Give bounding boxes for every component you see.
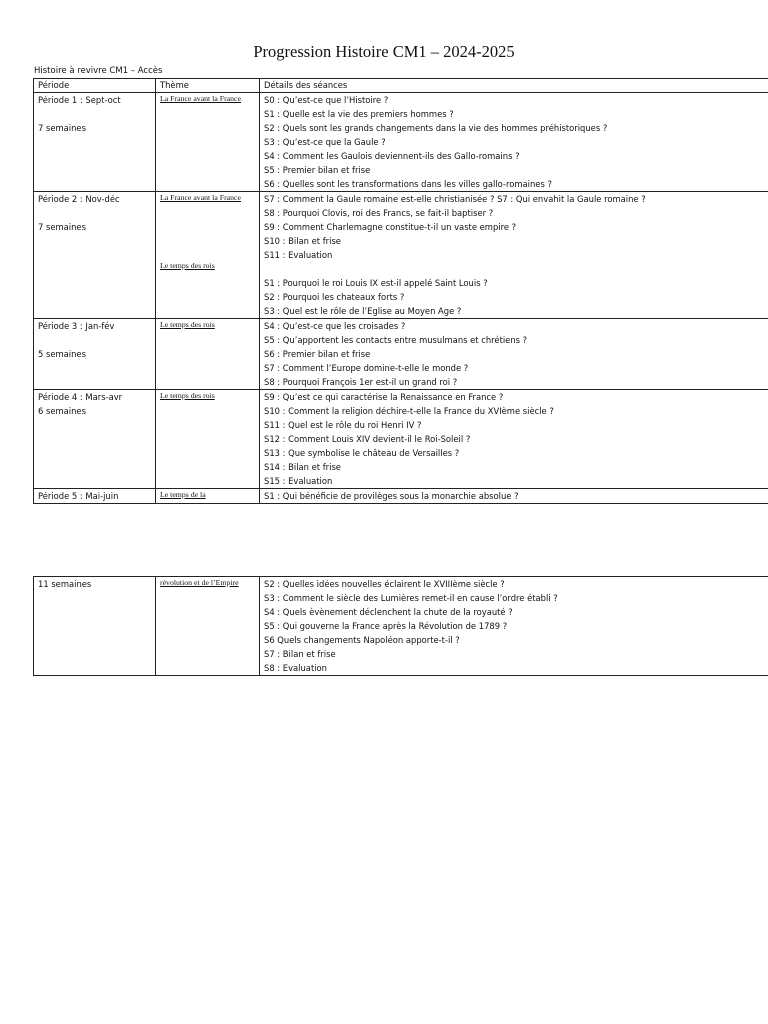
header-details: Détails des séances <box>260 79 768 93</box>
table-row-periode-5 <box>34 489 768 504</box>
progression-table <box>33 78 768 504</box>
session-line: S10 : Comment la religion déchire-t-elle la France du XVIème siècle ? <box>264 406 554 416</box>
session-line: S3 : Comment le siècle des Lumières remet-il en cause l’ordre établi ? <box>264 593 558 603</box>
table-row-periode-4 <box>34 390 768 489</box>
session-line: S2 : Quels sont les grands changements dans la vie des hommes préhistoriques ? <box>264 123 608 133</box>
session-line: S3 : Quel est le rôle de l’Eglise au Moyen Age ? <box>264 306 462 316</box>
session-line: S8 : Pourquoi Clovis, roi des Francs, se fait-il baptiser ? <box>264 208 494 218</box>
periode-label: Période 4 : Mars-avr <box>38 392 123 402</box>
theme-label: Le temps des rois <box>156 319 260 390</box>
session-line: S4 : Comment les Gaulois deviennent-ils des Gallo-romains ? <box>264 151 520 161</box>
duree-label: 6 semaines <box>38 406 86 416</box>
periode-label: Période 5 : Mai-juin <box>34 489 156 504</box>
periode-label: Période 3 : Jan-fév <box>38 321 115 331</box>
header-theme: Thème <box>156 79 260 93</box>
session-line: S1 : Qui bénéficie de provilèges sous la monarchie absolue ? <box>264 491 519 501</box>
periode-label: Période 1 : Sept-oct <box>38 95 121 105</box>
session-line: S11 : Evaluation <box>264 250 333 260</box>
session-line: S8 : Pourquoi François 1er est-il un grand roi ? <box>264 377 458 387</box>
session-line: S6 : Premier bilan et frise <box>264 349 371 359</box>
theme-label-2: Le temps des rois <box>160 261 215 270</box>
theme-label: La France avant la France <box>160 193 241 202</box>
theme-label: La France avant la France <box>156 93 260 192</box>
header-periode: Période <box>34 79 156 93</box>
session-line: S9 : Comment Charlemagne constitue-t-il un vaste empire ? <box>264 222 517 232</box>
session-line: S8 : Evaluation <box>264 663 327 673</box>
session-line: S9 : Qu’est ce qui caractérise la Renaissance en France ? <box>264 392 504 402</box>
session-line: S2 : Quelles idées nouvelles éclairent le XVIIIème siècle ? <box>264 579 505 589</box>
session-line: S0 : Qu’est-ce que l’Histoire ? <box>264 95 389 105</box>
duree-label: 7 semaines <box>38 123 86 133</box>
session-line: S12 : Comment Louis XIV devient-il le Roi-Soleil ? <box>264 434 471 444</box>
theme-label: Le temps de la <box>156 489 260 504</box>
session-line: S14 : Bilan et frise <box>264 462 341 472</box>
table-header-row <box>34 79 768 93</box>
table-row-periode-3 <box>34 319 768 390</box>
table-row-periode-2 <box>34 192 768 319</box>
session-line: S7 : Comment la Gaule romaine est-elle christianisée ? S7 : Qui envahit la Gaule romaine ? <box>264 194 646 204</box>
session-line: S10 : Bilan et frise <box>264 236 341 246</box>
session-line: S7 : Comment l’Europe domine-t-elle le monde ? <box>264 363 469 373</box>
theme-label: Le temps des rois <box>156 390 260 489</box>
table-row-periode-5-suite <box>34 577 768 676</box>
theme-label: révolution et de l’Empire <box>156 577 260 676</box>
session-line: S15 : Evaluation <box>264 476 333 486</box>
session-line: S5 : Premier bilan et frise <box>264 165 371 175</box>
session-line: S11 : Quel est le rôle du roi Henri IV ? <box>264 420 422 430</box>
duree-label: 11 semaines <box>34 577 156 676</box>
page-title: Progression Histoire CM1 – 2024-2025 <box>253 42 515 61</box>
duree-label: 5 semaines <box>38 349 86 359</box>
continuation-table <box>33 576 768 676</box>
session-line: S5 : Qu’apportent les contacts entre musulmans et chrétiens ? <box>264 335 528 345</box>
session-line: S7 : Bilan et frise <box>264 649 336 659</box>
session-line: S5 : Qui gouverne la France après la Révolution de 1789 ? <box>264 621 508 631</box>
session-line: S4 : Quels èvènement déclenchent la chute de la royauté ? <box>264 607 513 617</box>
session-line: S3 : Qu’est-ce que la Gaule ? <box>264 137 386 147</box>
table-row-periode-1 <box>34 93 768 192</box>
session-line: S1 : Quelle est la vie des premiers hommes ? <box>264 109 454 119</box>
session-line: S4 : Qu’est-ce que les croisades ? <box>264 321 406 331</box>
session-line: S6 Quels changements Napoléon apporte-t-il ? <box>264 635 460 645</box>
duree-label: 7 semaines <box>38 222 86 232</box>
session-line: S1 : Pourquoi le roi Louis IX est-il appelé Saint Louis ? <box>264 278 488 288</box>
session-line: S2 : Pourquoi les chateaux forts ? <box>264 292 405 302</box>
session-line: S13 : Que symbolise le château de Versailles ? <box>264 448 460 458</box>
periode-label: Période 2 : Nov-déc <box>38 194 120 204</box>
session-line: S6 : Quelles sont les transformations dans les villes gallo-romaines ? <box>264 179 552 189</box>
page-subtitle: Histoire à revivre CM1 – Accès <box>34 66 163 76</box>
